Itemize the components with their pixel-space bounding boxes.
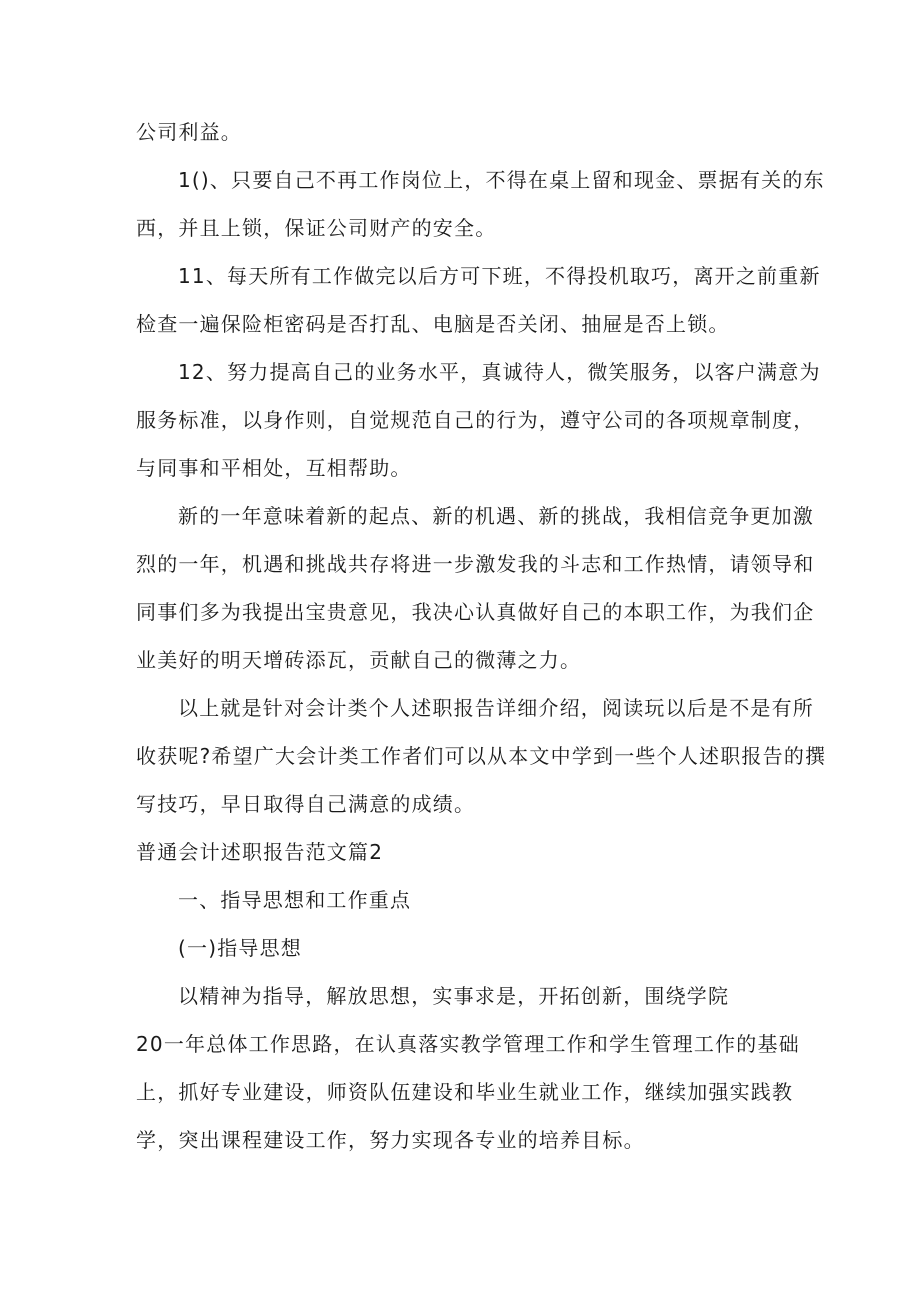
text-line: 与同事和平相处，互相帮助。 <box>136 456 412 480</box>
text-line: 公司利益。 <box>136 120 242 144</box>
text-line: 上，抓好专业建设，师资队伍建设和毕业生就业工作，继续加强实践教 <box>136 1080 794 1104</box>
heading-level-2: (一)指导思想 <box>178 936 303 960</box>
text-line: 同事们多为我提出宝贵意见，我决心认真做好自己的本职工作，为我们企 <box>136 600 815 624</box>
section-title: 普通会计述职报告范文篇2 <box>136 840 384 864</box>
text-line: 西，并且上锁，保证公司财产的安全。 <box>136 216 497 240</box>
text-line: 服务标准，以身作则，自觉规范自己的行为，遵守公司的各项规章制度， <box>136 408 815 432</box>
text-line: 20一年总体工作思路，在认真落实教学管理工作和学生管理工作的基础 <box>136 1032 800 1056</box>
text-line: 12、努力提高自己的业务水平，真诚待人，微笑服务，以客户满意为 <box>178 360 821 384</box>
text-line: 写技巧，早日取得自己满意的成绩。 <box>136 792 476 816</box>
text-line: 新的一年意味着新的起点、新的机遇、新的挑战，我相信竞争更加激 <box>178 504 814 528</box>
text-line: 1()、只要自己不再工作岗位上，不得在桌上留和现金、票据有关的东 <box>178 168 825 192</box>
text-line: 11、每天所有工作做完以后方可下班，不得投机取巧，离开之前重新 <box>178 264 821 288</box>
heading-level-1: 一、指导思想和工作重点 <box>178 888 412 912</box>
text-line: 以上就是针对会计类个人述职报告详细介绍，阅读玩以后是不是有所 <box>178 696 814 720</box>
text-line: 以精神为指导，解放思想，实事求是，开拓创新，围绕学院 <box>178 984 730 1008</box>
text-line: 烈的一年，机遇和挑战共存将进一步激发我的斗志和工作热情，请领导和 <box>136 552 815 576</box>
text-line: 收获呢?希望广大会计类工作者们可以从本文中学到一些个人述职报告的撰 <box>136 744 827 768</box>
text-line: 学，突出课程建设工作，努力实现各专业的培养目标。 <box>136 1128 645 1152</box>
text-line: 业美好的明天增砖添瓦，贡献自己的微薄之力。 <box>136 648 582 672</box>
text-line: 检查一遍保险柜密码是否打乱、电脑是否关闭、抽屉是否上锁。 <box>136 312 730 336</box>
